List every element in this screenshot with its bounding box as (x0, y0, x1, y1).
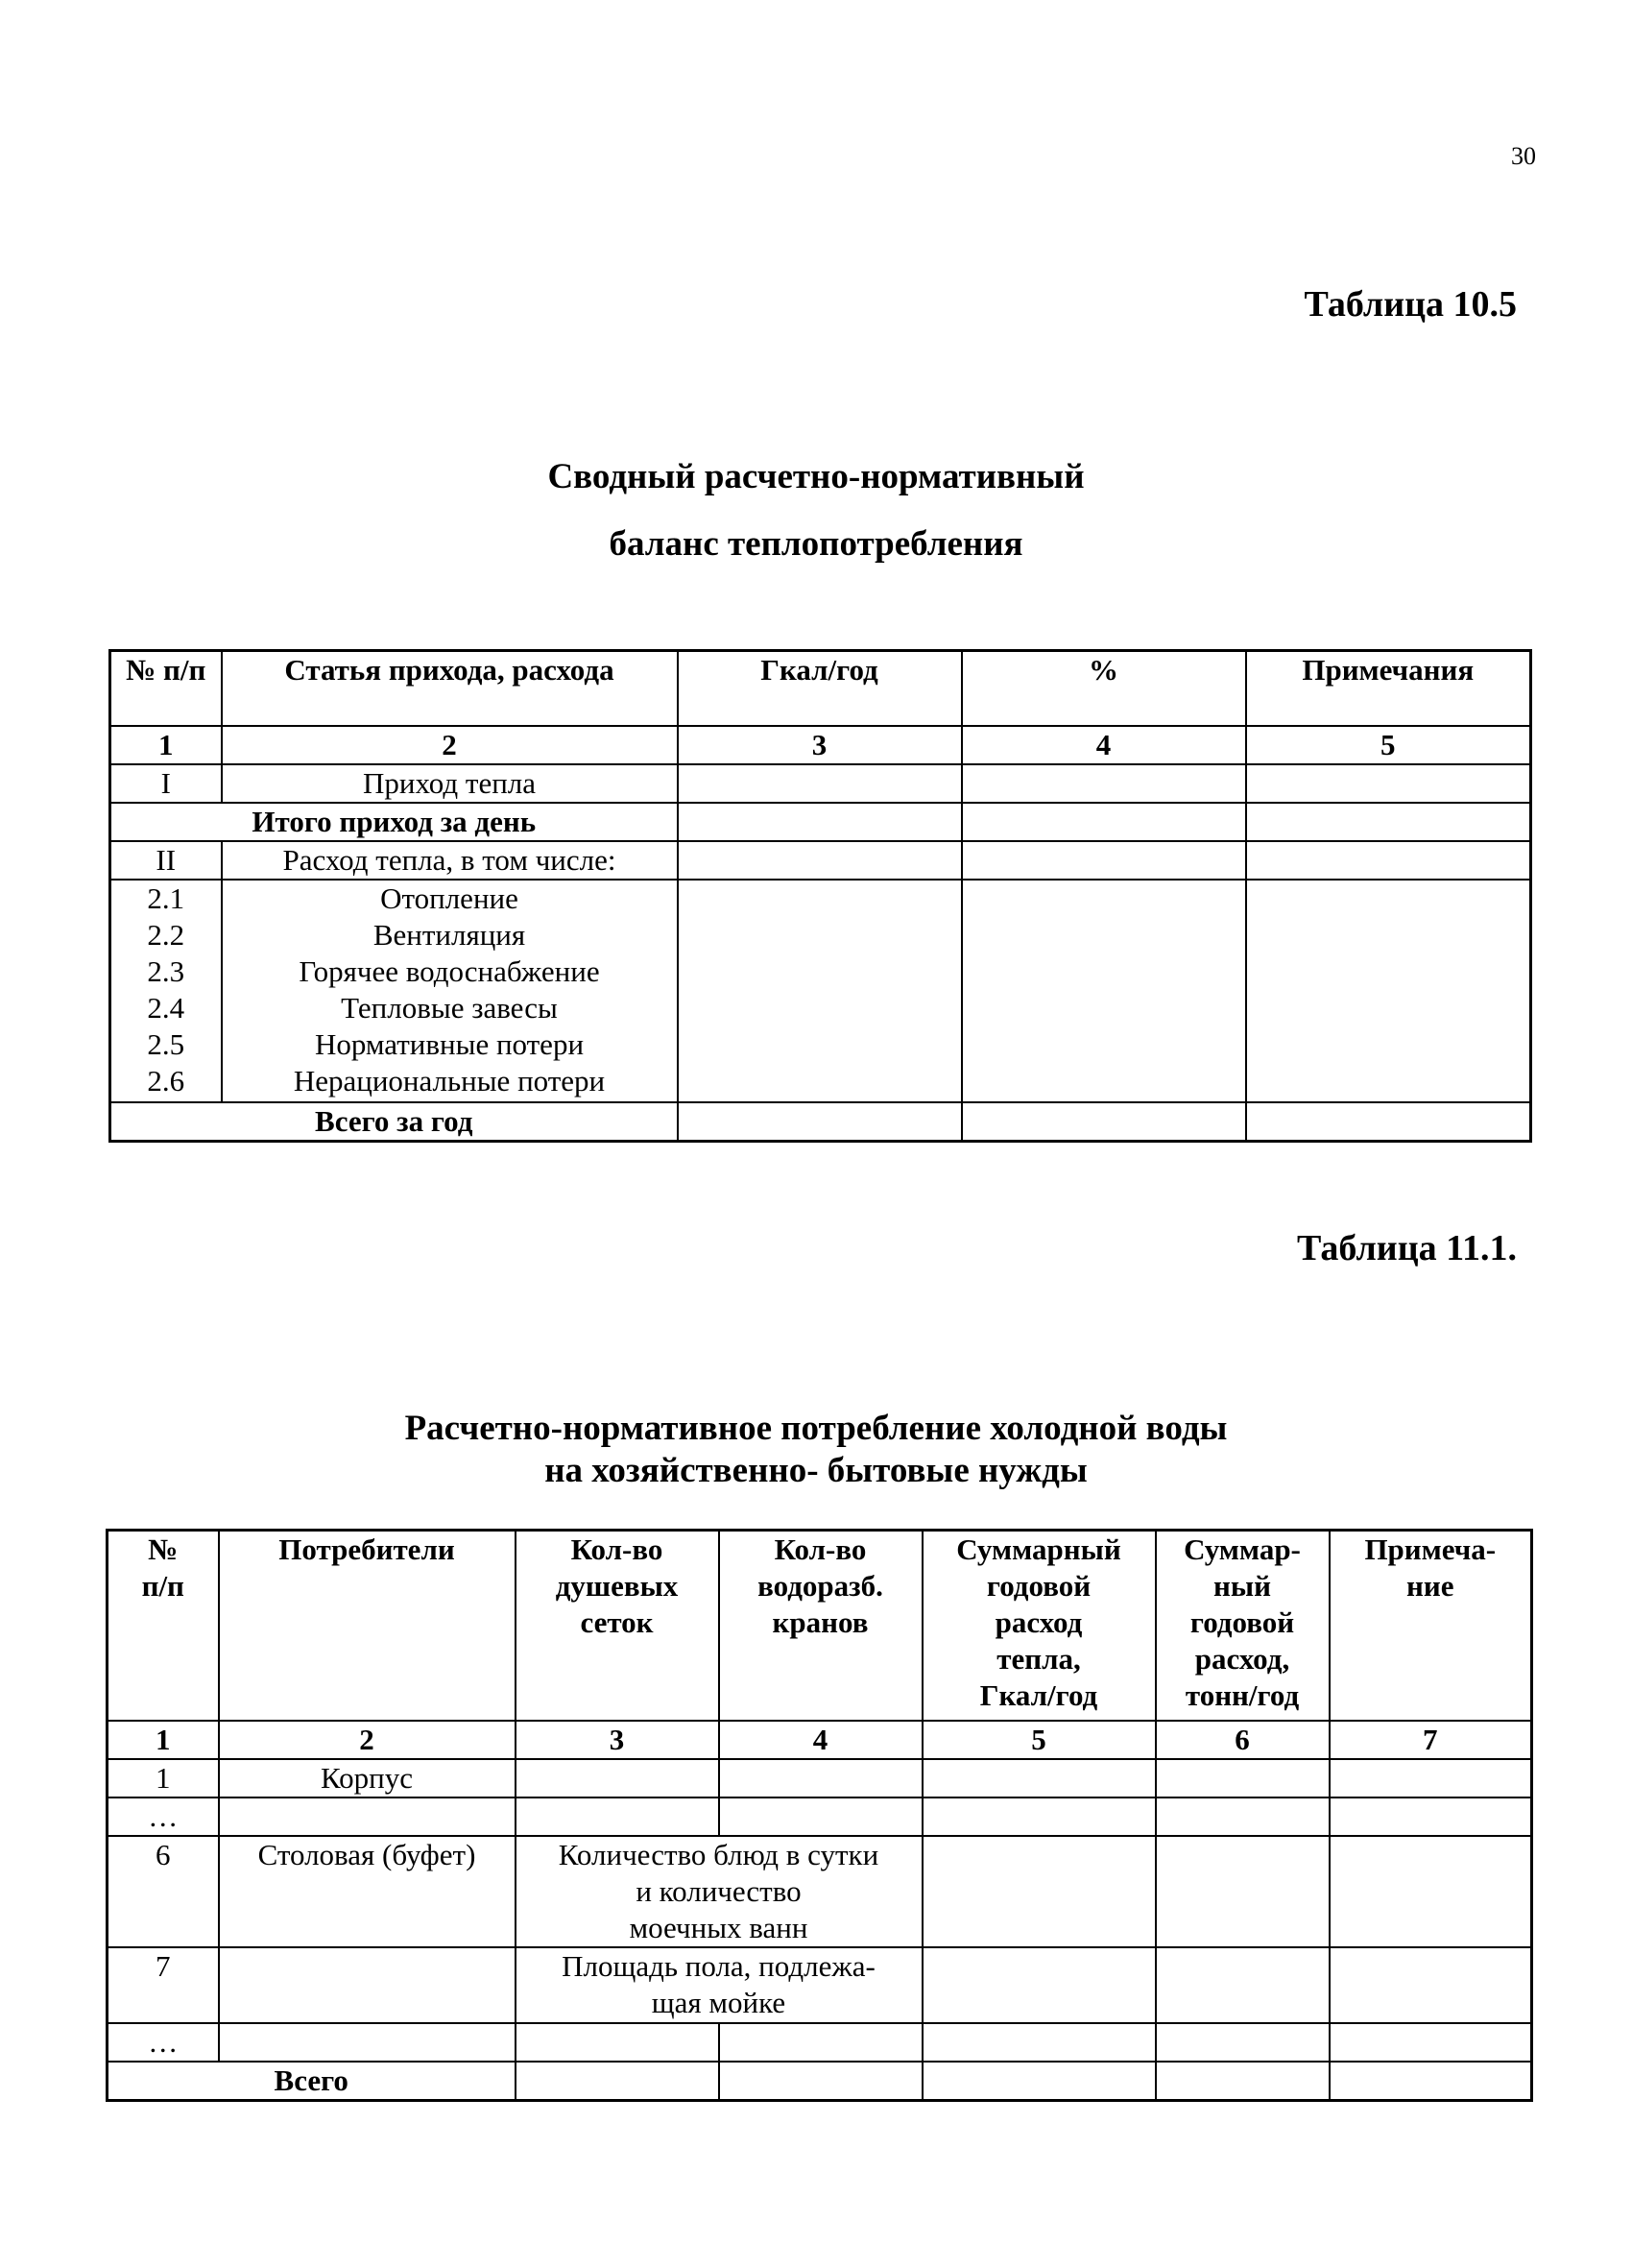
table1-header-row (110, 651, 1531, 726)
table1-header-num: № п/п (110, 651, 222, 726)
header-line: Гкал/год (979, 1678, 1098, 1712)
sub-row-number: 2.2 (147, 917, 185, 952)
table-10-5-title-line1: Сводный расчетно-нормативный (547, 457, 1085, 496)
sub-row-label: Вентиляция (372, 917, 526, 952)
empty-cell (1330, 1759, 1532, 1798)
empty-cell (1156, 2062, 1330, 2101)
table1-colnum: 3 (678, 726, 962, 764)
header-line: тонн/год (1185, 1678, 1300, 1712)
header-line: Суммар- (1184, 1532, 1301, 1566)
header-line: сеток (580, 1605, 654, 1639)
note-line: Площадь пола, подлежа- (562, 1948, 876, 1983)
table-row (108, 1759, 1532, 1798)
header-line: годовой (1189, 1605, 1295, 1639)
sub-row-numbers (110, 880, 222, 1102)
table2-header-num (108, 1531, 219, 1721)
empty-cell (1330, 1836, 1532, 1947)
empty-cell (516, 1759, 719, 1798)
row-label: Расход тепла, в том числе: (222, 841, 678, 880)
table2-header-tons (1156, 1531, 1330, 1721)
empty-cell (1330, 1798, 1532, 1836)
header-line: ние (1406, 1569, 1454, 1603)
sub-row-number: 2.3 (147, 953, 185, 988)
sub-row-label: Нормативные потери (314, 1026, 585, 1061)
table1-colnum: 5 (1246, 726, 1531, 764)
empty-cell (1156, 1836, 1330, 1947)
row-total-year: Всего за год (110, 1102, 678, 1142)
empty-cell (516, 2062, 719, 2101)
empty-cell (219, 1947, 516, 2023)
table-row (108, 2062, 1532, 2101)
table-row (108, 1798, 1532, 1836)
table2-header-taps (719, 1531, 923, 1721)
header-line: водоразб. (757, 1569, 883, 1603)
empty-cell (678, 803, 962, 841)
header-line: расход (995, 1605, 1083, 1639)
table2-colnum: 3 (516, 1721, 719, 1759)
header-line: Примеча- (1364, 1532, 1497, 1566)
empty-cell (962, 841, 1246, 880)
sub-row-label: Нерациональные потери (293, 1063, 606, 1098)
row-number: 7 (108, 1947, 219, 2023)
empty-cell (219, 1798, 516, 1836)
empty-cell (719, 1759, 923, 1798)
empty-cell (1156, 1759, 1330, 1798)
table2-colnum: 5 (923, 1721, 1156, 1759)
header-line: Кол-во (774, 1532, 867, 1566)
table2-colnum: 4 (719, 1721, 923, 1759)
header-line: Суммарный (956, 1532, 1121, 1566)
header-line: п/п (141, 1569, 184, 1603)
table-10-5-title-line2: баланс теплопотребления (609, 524, 1023, 564)
cold-water-table (106, 1529, 1533, 2102)
row-consumer: Столовая (буфет) (219, 1836, 516, 1947)
header-line: кранов (772, 1605, 869, 1639)
table2-colnum: 2 (219, 1721, 516, 1759)
row-ellipsis: … (108, 1798, 219, 1836)
empty-cell (678, 1102, 962, 1142)
table2-colnum-row (108, 1721, 1532, 1759)
table-11-1-label: Таблица 11.1. (1297, 1228, 1517, 1268)
row-total: Всего (108, 2062, 516, 2101)
row-number: 1 (108, 1759, 219, 1798)
sub-row-label: Горячее водоснабжение (299, 953, 600, 988)
empty-cell (1156, 2023, 1330, 2062)
table-row (110, 803, 1531, 841)
table2-header-showers (516, 1531, 719, 1721)
table2-header-row (108, 1531, 1532, 1721)
row-number: II (110, 841, 222, 880)
table1-colnum: 4 (962, 726, 1246, 764)
empty-cell (923, 1836, 1156, 1947)
empty-cell (1246, 1102, 1531, 1142)
table-row (110, 880, 1531, 1102)
row-label: Приход тепла (222, 764, 678, 803)
empty-cell (719, 2062, 923, 2101)
empty-cell (1330, 1947, 1532, 2023)
row-note-dishes (516, 1836, 923, 1947)
table2-colnum: 6 (1156, 1721, 1330, 1759)
empty-cell (719, 1798, 923, 1836)
empty-cell (962, 764, 1246, 803)
row-number: I (110, 764, 222, 803)
header-line: Потребители (278, 1532, 455, 1566)
empty-cell (923, 2023, 1156, 2062)
table-row (110, 764, 1531, 803)
empty-cell (219, 2023, 516, 2062)
table-11-1-title-line1: Расчетно-нормативное потребление холодной воды (404, 1409, 1228, 1448)
table1-colnum-row (110, 726, 1531, 764)
table-row (110, 1102, 1531, 1142)
table1-header-item: Статья прихода, расхода (222, 651, 678, 726)
empty-cell (1246, 841, 1531, 880)
table-row (108, 2023, 1532, 2062)
empty-cell (1330, 2023, 1532, 2062)
empty-cell (923, 1798, 1156, 1836)
table1-header-percent: % (962, 651, 1246, 726)
empty-cell (1330, 2062, 1532, 2101)
row-ellipsis: … (108, 2023, 219, 2062)
empty-cell (1156, 1798, 1330, 1836)
row-consumer: Корпус (219, 1759, 516, 1798)
row-total-day: Итого приход за день (110, 803, 678, 841)
table2-header-consumers (219, 1531, 516, 1721)
header-line: душевых (555, 1569, 679, 1603)
empty-cell (962, 803, 1246, 841)
empty-cell (1246, 803, 1531, 841)
note-line: моечных ванн (629, 1910, 808, 1944)
table2-header-notes (1330, 1531, 1532, 1721)
sub-row-number: 2.5 (147, 1026, 185, 1061)
note-line: и количество (636, 1873, 802, 1908)
table2-colnum: 7 (1330, 1721, 1532, 1759)
table1-colnum: 1 (110, 726, 222, 764)
empty-cell (923, 1759, 1156, 1798)
empty-cell (719, 2023, 923, 2062)
table-row (108, 1947, 1532, 2023)
sub-row-label: Отопление (380, 881, 518, 915)
table2-header-heat (923, 1531, 1156, 1721)
table-row (110, 841, 1531, 880)
sub-row-labels (222, 880, 678, 1102)
empty-cell (962, 880, 1246, 1102)
empty-cell (962, 1102, 1246, 1142)
empty-cell (923, 1947, 1156, 2023)
empty-cell (678, 841, 962, 880)
note-line: щая мойке (651, 1985, 786, 2019)
empty-cell (923, 2062, 1156, 2101)
table-10-5-label: Таблица 10.5 (1304, 284, 1517, 325)
header-line: тепла, (996, 1642, 1081, 1676)
header-line: ный (1213, 1569, 1271, 1603)
empty-cell (678, 880, 962, 1102)
sub-row-number: 2.4 (147, 990, 185, 1025)
heat-balance-table (108, 649, 1532, 1143)
header-line: Кол-во (570, 1532, 663, 1566)
header-line: годовой (986, 1569, 1092, 1603)
row-number: 6 (108, 1836, 219, 1947)
header-line: расход, (1194, 1642, 1290, 1676)
sub-row-label: Тепловые завесы (341, 990, 558, 1025)
table1-header-notes: Примечания (1246, 651, 1531, 726)
empty-cell (678, 764, 962, 803)
table1-header-gcal: Гкал/год (678, 651, 962, 726)
empty-cell (1246, 764, 1531, 803)
empty-cell (516, 1798, 719, 1836)
page-number: 30 (1511, 142, 1536, 170)
empty-cell (516, 2023, 719, 2062)
empty-cell (1156, 1947, 1330, 2023)
sub-row-number: 2.6 (147, 1063, 185, 1098)
empty-cell (1246, 880, 1531, 1102)
sub-row-number: 2.1 (147, 881, 185, 915)
table-row (108, 1836, 1532, 1947)
row-note-floor (516, 1947, 923, 2023)
header-line: № (148, 1532, 179, 1566)
table1-colnum: 2 (222, 726, 678, 764)
table-11-1-title-line2: на хозяйственно- бытовые нужды (544, 1451, 1088, 1490)
note-line: Количество блюд в сутки (558, 1837, 879, 1871)
table2-colnum: 1 (108, 1721, 219, 1759)
